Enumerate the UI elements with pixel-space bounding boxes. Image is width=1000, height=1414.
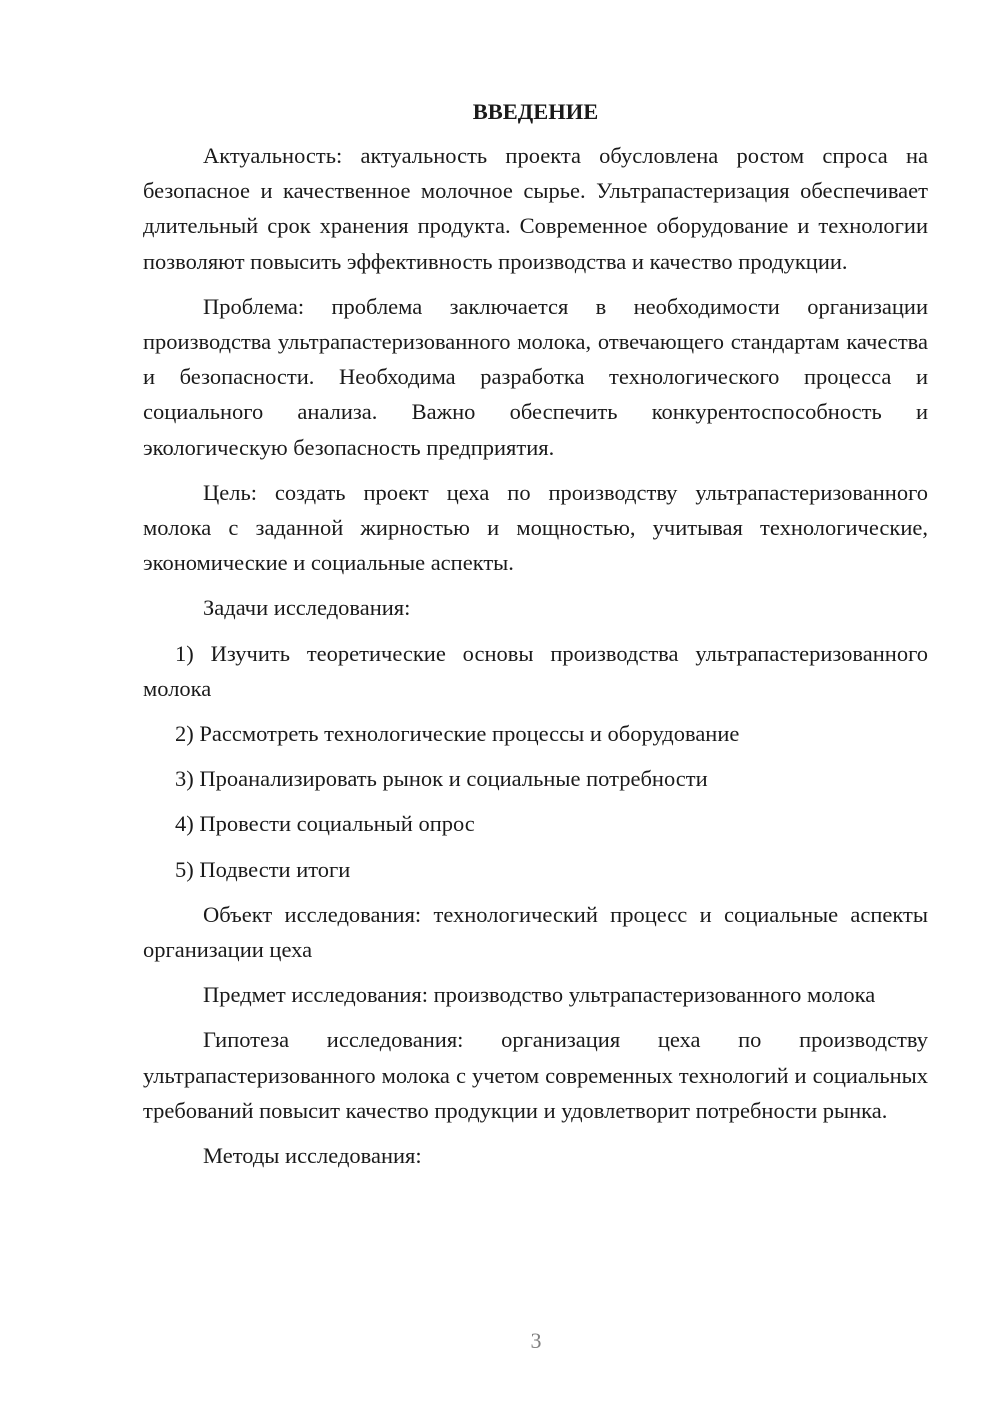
page-number: 3 bbox=[530, 1328, 542, 1353]
object-paragraph: Объект исследования: технологический процесс и социальные аспекты организации цеха bbox=[143, 901, 928, 963]
problem-paragraph: Проблема: проблема заключается в необходимости организации производства ультрапастеризованного молока, отвечающего стандартам качества и безопасности. Необходима разработка технологического процесса и социального анализа. Важно обеспечить конкурентоспособность и экологическую безопасность предприятия. bbox=[143, 293, 928, 460]
subject-paragraph: Предмет исследования: производство ультрапастеризованного молока bbox=[203, 982, 876, 1008]
task-item-4: 4) Провести социальный опрос bbox=[175, 811, 475, 837]
goal-paragraph: Цель: создать проект цеха по производству ультрапастеризованного молока с заданной жирностью и мощностью, учитывая технологические, экономические и социальные аспекты. bbox=[143, 479, 928, 576]
task-item-3: 3) Проанализировать рынок и социальные потребности bbox=[175, 766, 708, 792]
tasks-heading: Задачи исследования: bbox=[203, 595, 411, 621]
task-item-1: 1) Изучить теоретические основы производства ультрапастеризованного молока bbox=[143, 640, 928, 701]
page-content bbox=[143, 94, 928, 1183]
section-title: ВВЕДЕНИЕ bbox=[472, 99, 599, 124]
task-item-5: 5) Подвести итоги bbox=[175, 856, 351, 882]
relevance-paragraph: Актуальность: актуальность проекта обусловлена ростом спроса на безопасное и качественное молочное сырье. Ультрапастеризация обеспечивает длительный срок хранения продукта. Современное оборудование и технологии позволяют повысить эффективность производства и качество продукции. bbox=[143, 143, 928, 274]
methods-heading: Методы исследования: bbox=[203, 1143, 422, 1169]
task-item-2: 2) Рассмотреть технологические процессы и оборудование bbox=[175, 721, 740, 747]
hypothesis-paragraph: Гипотеза исследования: организация цеха по производству ультрапастеризованного молока с учетом современных технологий и социальных требований повысит качество продукции и удовлетворит потребности рынка. bbox=[143, 1027, 928, 1123]
